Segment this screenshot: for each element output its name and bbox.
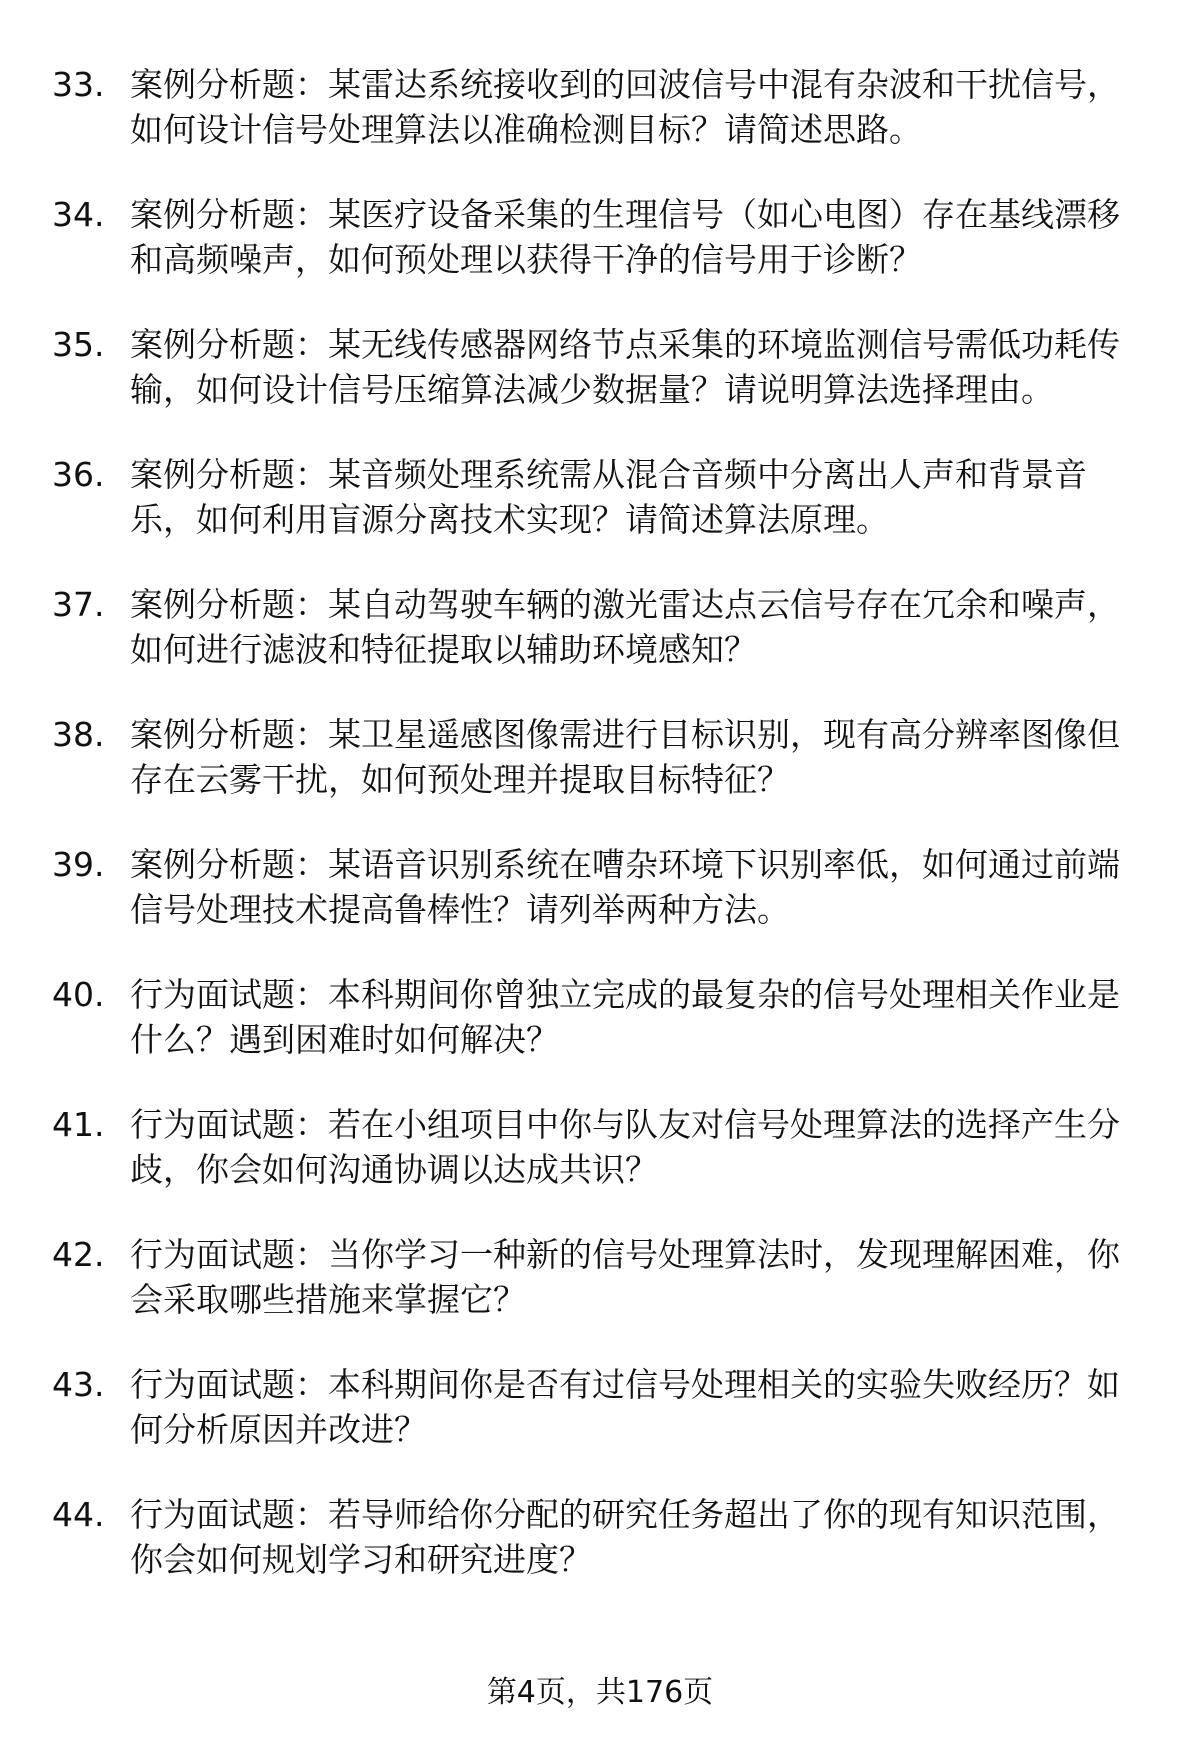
question-item [0,582,1200,672]
question-number: 38. [52,715,105,754]
question-item [0,192,1200,282]
question-item [0,62,1200,152]
question-number: 44. [52,1495,105,1534]
question-number: 37. [52,585,105,624]
question-item [0,712,1200,802]
question-text: 行为面试题：本科期间你曾独立完成的最复杂的信号处理相关作业是什么？遇到困难时如何解决？ [130,975,1120,1059]
page-footer: 第4页，共176页 [486,1675,714,1710]
question-text: 案例分析题：某无线传感器网络节点采集的环境监测信号需低功耗传输，如何设计信号压缩算法减少数据量？请说明算法选择理由。 [130,325,1120,409]
question-item [0,972,1200,1062]
question-item [0,322,1200,412]
question-number: 42. [52,1235,105,1274]
question-number: 36. [52,455,105,494]
question-item [0,842,1200,932]
question-text: 案例分析题：某音频处理系统需从混合音频中分离出人声和背景音乐，如何利用盲源分离技术实现？请简述算法原理。 [130,455,1087,539]
question-text: 行为面试题：本科期间你是否有过信号处理相关的实验失败经历？如何分析原因并改进？ [130,1365,1120,1449]
question-number: 34. [52,195,105,234]
question-number: 33. [52,65,105,104]
question-number: 43. [52,1365,105,1404]
question-text: 案例分析题：某自动驾驶车辆的激光雷达点云信号存在冗余和噪声，如何进行滤波和特征提取以辅助环境感知？ [130,585,1120,669]
question-item [0,452,1200,542]
question-number: 39. [52,845,105,884]
question-item [0,1362,1200,1452]
question-text: 案例分析题：某雷达系统接收到的回波信号中混有杂波和干扰信号，如何设计信号处理算法以准确检测目标？请简述思路。 [130,65,1120,149]
question-text: 行为面试题：当你学习一种新的信号处理算法时，发现理解困难，你会采取哪些措施来掌握它？ [130,1235,1120,1319]
question-text: 案例分析题：某卫星遥感图像需进行目标识别，现有高分辨率图像但存在云雾干扰，如何预处理并提取目标特征？ [130,715,1120,799]
question-text: 行为面试题：若导师给你分配的研究任务超出了你的现有知识范围，你会如何规划学习和研究进度？ [130,1495,1120,1579]
question-number: 40. [52,975,105,1014]
question-item [0,1492,1200,1582]
question-item [0,1232,1200,1322]
question-number: 35. [52,325,105,364]
question-number: 41. [52,1105,105,1144]
question-item [0,1102,1200,1192]
question-text: 案例分析题：某医疗设备采集的生理信号（如心电图）存在基线漂移和高频噪声，如何预处理以获得干净的信号用于诊断？ [130,195,1120,279]
question-text: 行为面试题：若在小组项目中你与队友对信号处理算法的选择产生分歧，你会如何沟通协调以达成共识？ [130,1105,1120,1189]
question-list [0,62,1200,1622]
question-text: 案例分析题：某语音识别系统在嘈杂环境下识别率低，如何通过前端信号处理技术提高鲁棒性？请列举两种方法。 [130,845,1120,929]
